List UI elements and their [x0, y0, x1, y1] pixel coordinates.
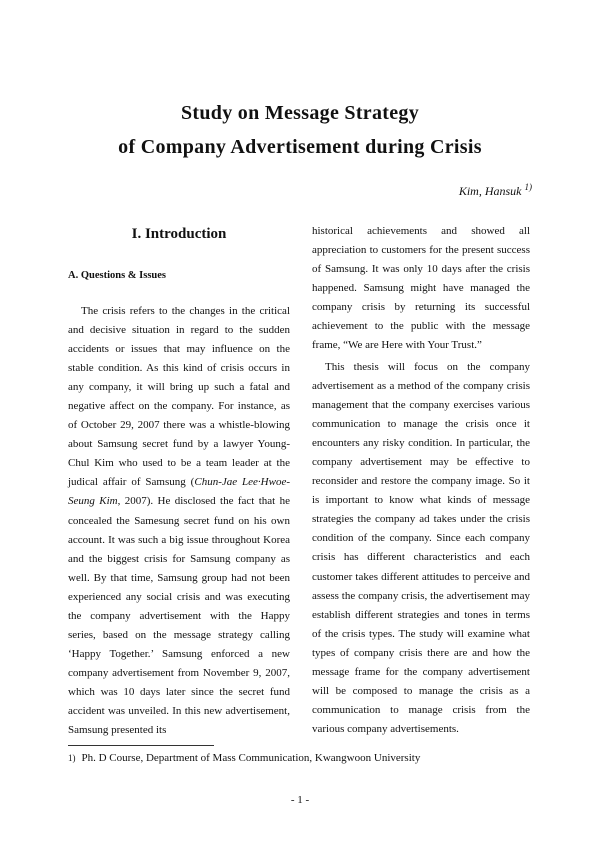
page-number: - 1 -	[290, 794, 310, 806]
left-text-part-a: The crisis refers to the changes in the critical and decisive situation in regard to the sudden accidents or issues that may influence on the stable condition. As this kind of crisis occurs in any company, it will bring up such a fatal and negative affect on the company. For instance, as of October 29, 2007 there was a whistle-blowing about Samsung secret fund by a lawyer Young-Chul Kim who used to be a team leader at the judical affair of Samsung (	[68, 305, 290, 489]
section-heading: I. Introduction	[131, 226, 227, 242]
title-line-2: of Company Advertisement during Crisis	[118, 136, 482, 158]
title-line-1: Study on Message Strategy	[180, 102, 420, 124]
footnote-divider	[68, 745, 214, 746]
footnote-mark: 1)	[68, 753, 76, 763]
subsection-heading: A. Questions & Issues	[68, 270, 167, 281]
left-text-part-b: , 2007). He disclosed the fact that he concealed the Samesung secret fund on his own account. It was such a big issue throughout Korea and the biggest crisis for Samsung company as well. By that time, Samsung group had not been experienced any social crisis and was executing the company advertisement with the Happy series, based on the message strategy calling ‘Happy Together.’ Samsung enforced a new company advertisement from November 9, 2007, which was 10 days later since the secret fund accident was unveiled. In this new advertisement, Samsung presented its	[68, 495, 290, 737]
citation-authors: Chun-Jae Lee·Hwoe-Seung Kim	[68, 476, 290, 508]
author-byline	[459, 182, 532, 199]
body-paragraph-left	[68, 302, 290, 740]
paper-title	[0, 96, 600, 164]
body-paragraph-right-thesis: This thesis will focus on the company advertisement as a method of the company crisis management that the company exercises various communication to manage the crisis once it encounters any risky condition. In particular, the company advertisement may be effective to reconsider and restore the company image. So it is important to know what kinds of message strategies the company ad takes under the crisis condition of the company. Since each company crisis has different characteristics and each customer takes different attitudes to perceive and assess the company crisis, the advertisement may establish different strategies and tones in terms of the crisis types. The study will examine what types of company crisis there are and how the message frame for the company advertisement will be composed to manage the crisis as a communication to manage crisis from the various company advertisements.	[312, 361, 530, 735]
author-footnote-mark: 1)	[524, 182, 532, 192]
footnote-text: Ph. D Course, Department of Mass Communication, Kwangwoon University	[81, 752, 421, 764]
body-paragraph-right-continued: historical achievements and showed all appreciation to customers for the present success of Samsung. It was only 10 days after the crisis happened. Samsung might have managed the company crisis by returning its successful achievement to the public with the message frame, “We are Here with Your Trust.”	[312, 225, 530, 352]
footnote	[68, 752, 420, 764]
author-name: Kim, Hansuk	[458, 184, 522, 198]
